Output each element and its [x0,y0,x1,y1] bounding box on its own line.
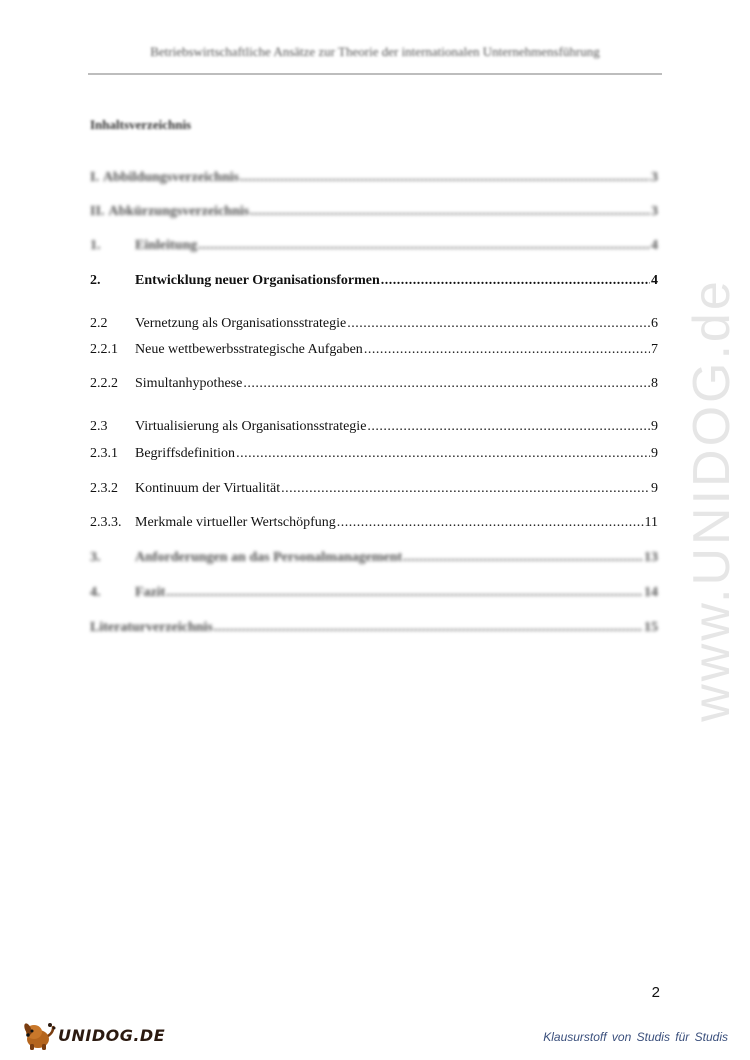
toc-leader-dots [364,342,650,358]
unidog-logo[interactable] [20,1018,165,1052]
logo-text: UNIDOG.DE [58,1025,166,1045]
toc-entry-einleitung [90,238,658,256]
toc-entry-page: 11 [644,515,658,530]
toc-entry-virtualisierung [90,419,658,437]
toc-entry-wettbewerbsstrategische-aufgaben [90,342,658,360]
toc-entry-title: Entwicklung neuer Organisationsformen [135,273,380,288]
toc-entry-title: Einleitung [135,238,198,253]
toc-entry-number: 2.3 [90,419,108,434]
toc-entry-title: Anforderungen an das Personalmanagement [135,550,403,565]
toc-heading: Inhaltsverzeichnis [90,117,192,132]
toc-entry-title: Literaturverzeichnis [90,620,213,635]
toc-entry-title: Kontinuum der Virtualität [135,481,281,496]
toc-entry-page: 3 [651,204,658,219]
toc-entry-kontinuum [90,481,658,499]
toc-entry-number: 2.2.2 [90,376,118,391]
toc-entry-page: 13 [644,550,658,565]
toc-entry-page: 14 [644,585,658,600]
toc-leader-dots [166,585,643,601]
toc-leader-dots [281,481,650,497]
toc-entry-literaturverzeichnis [90,620,658,638]
toc-entry-entwicklung [90,273,658,291]
toc-leader-dots [214,620,643,636]
toc-entry-title: Simultanhypothese [135,376,243,391]
footer-tagline: Klausurstoff von Studis für Studis [543,1030,728,1044]
toc-entry-page: 3 [651,170,658,185]
toc-entry-page: 9 [651,419,658,434]
toc-entry-number: II. [90,204,105,219]
toc-entry-number: 2. [90,273,101,288]
page-number: 2 [651,984,660,1001]
toc-entry-simultanhypothese [90,376,658,394]
watermark-text: www.UNIDOG.de [683,278,741,722]
toc-leader-dots [381,273,650,289]
toc-entry-page: 7 [651,342,658,357]
toc-leader-dots [240,170,650,186]
toc-entry-number: 2.2.1 [90,342,118,357]
toc-entry-number: 4. [90,585,101,600]
toc-entry-title: Begriffsdefinition [135,446,236,461]
header-rule [88,73,662,75]
toc-entry-title: Fazit [135,585,166,600]
toc-entry-title: Virtualisierung als Organisationsstrategie [135,419,367,434]
toc-leader-dots [367,419,650,435]
toc-leader-dots [337,515,644,531]
toc-entry-title: Merkmale virtueller Wertschöpfung [135,515,336,530]
toc-leader-dots [250,204,650,220]
toc-entry-page: 4 [651,238,658,253]
toc-entry-number: 2.3.2 [90,481,118,496]
dog-mascot-icon [20,1019,56,1051]
toc-entry-page: 9 [651,446,658,461]
toc-entry-abkuerzungsverzeichnis [90,204,658,222]
toc-entry-abbildungsverzeichnis [90,170,658,188]
toc-entry-page: 15 [644,620,658,635]
toc-entry-page: 4 [651,273,658,288]
toc-entry-personalmanagement [90,550,658,568]
toc-entry-title: Neue wettbewerbsstrategische Aufgaben [135,342,363,357]
toc-leader-dots [236,446,650,462]
toc-entry-title: Abkürzungsverzeichnis [108,204,250,219]
toc-entry-number: I. [90,170,99,185]
toc-leader-dots [243,376,650,392]
toc-entry-title: Abbildungsverzeichnis [102,170,240,185]
toc-entry-page: 8 [651,376,658,391]
toc-entry-begriffsdefinition [90,446,658,464]
toc-leader-dots [347,316,650,332]
toc-entry-merkmale [90,515,658,533]
toc-entry-number: 3. [90,550,101,565]
toc-entry-vernetzung [90,316,658,334]
toc-entry-number: 2.2 [90,316,108,331]
toc-entry-number: 1. [90,238,101,253]
toc-entry-title: Vernetzung als Organisationsstrategie [135,316,347,331]
toc-entry-number: 2.3.3. [90,515,122,530]
toc-leader-dots [403,550,643,566]
toc-entry-page: 6 [651,316,658,331]
toc-entry-fazit [90,585,658,603]
toc-entry-page: 9 [651,481,658,496]
toc-entry-number: 2.3.1 [90,446,118,461]
running-header: Betriebswirtschaftliche Ansätze zur Theorie der internationalen Unternehmensführung [150,44,600,59]
toc-leader-dots [198,238,650,254]
